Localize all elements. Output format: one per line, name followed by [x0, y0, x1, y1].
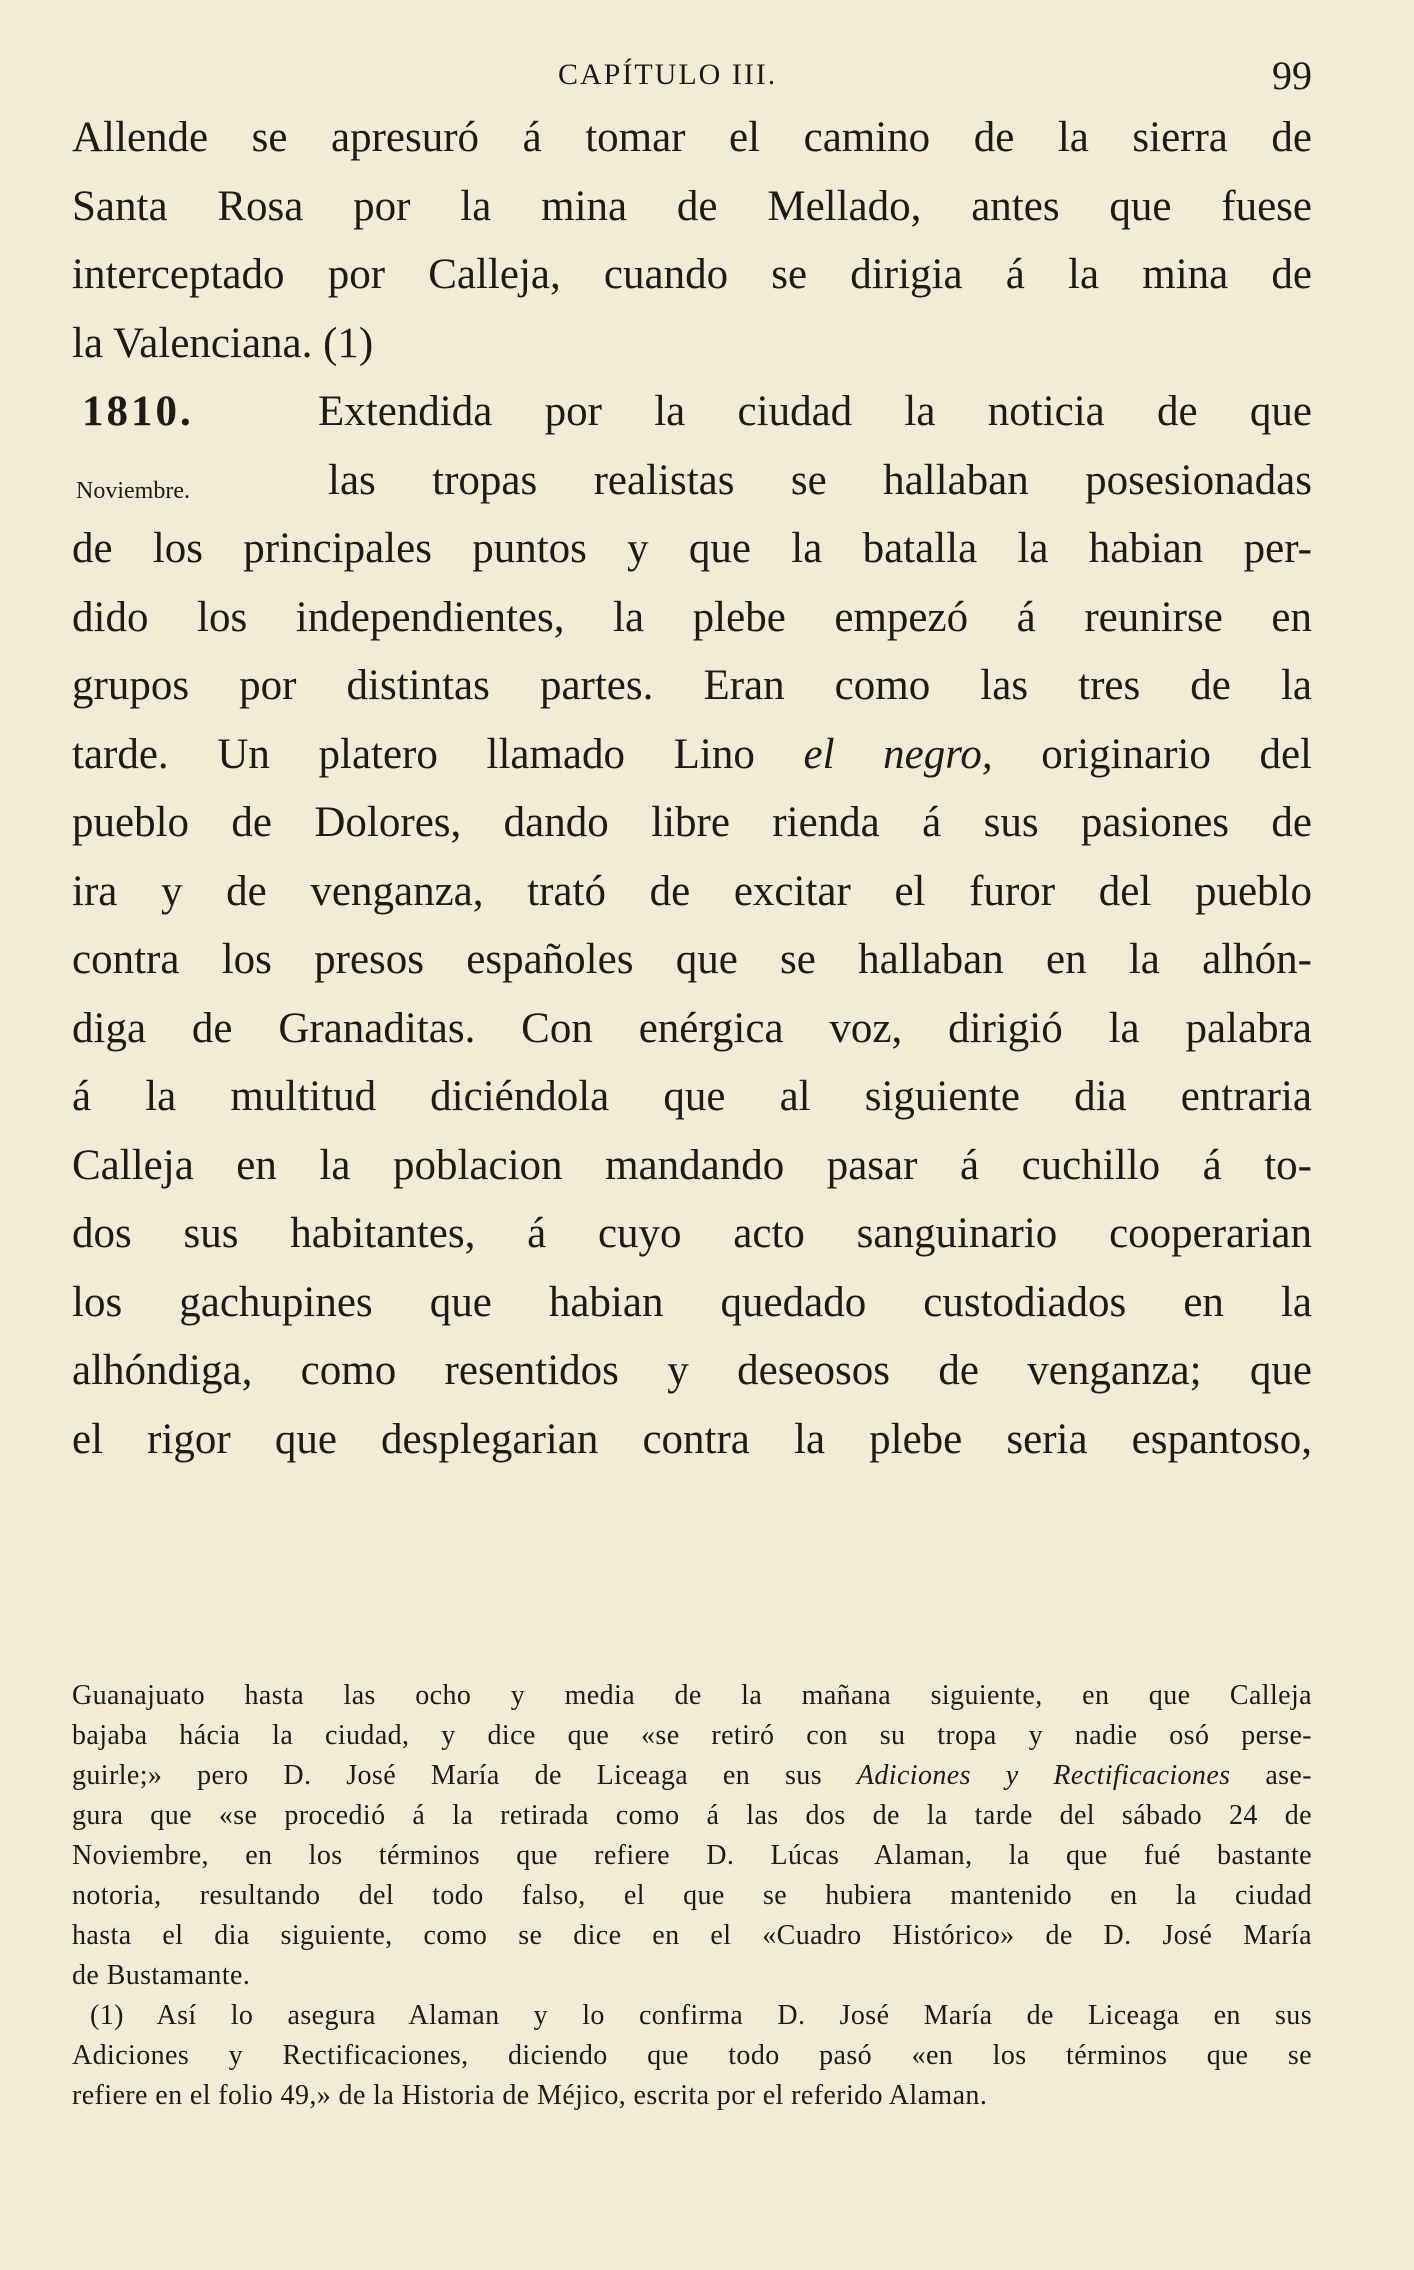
text-line: alhóndiga, como resentidos y deseosos de venganza; que	[72, 1347, 1312, 1394]
footnote-1	[72, 1996, 1312, 2116]
text-line: Allende se apresuró á tomar el camino de la sierra de	[72, 114, 1312, 161]
main-text	[72, 104, 1312, 1474]
text-line: grupos por distintas partes. Eran como las tres de la	[72, 662, 1312, 709]
text-line: Calleja en la poblacion mandando pasar á cuchillo á to-	[72, 1141, 1312, 1189]
text-line: los gachupines que habian quedado custodiados en la	[72, 1278, 1312, 1326]
text-line: ira y de venganza, trató de excitar el furor del pueblo	[72, 867, 1312, 915]
italic-phrase: el negro,	[803, 730, 993, 778]
footnote-continuation	[72, 1676, 1312, 1996]
footnote-line: Guanajuato hasta las ocho y media de la mañana siguiente, en que Calleja	[72, 1680, 1312, 1711]
footnote-line: (1) Así lo asegura Alaman y lo confirma D. José María de Liceaga en sus	[90, 2000, 1312, 2031]
text-line: diga de Granaditas. Con enérgica voz, dirigió la palabra	[72, 1004, 1312, 1052]
text-segment: tarde. Un platero llamado Lino	[72, 730, 755, 778]
text-line-content: Extendida por la ciudad la noticia de que	[318, 388, 1312, 435]
text-line	[72, 721, 1312, 790]
chapter-title: CAPÍTULO III.	[558, 58, 778, 91]
footnote-line: Noviembre, en los términos que refiere D. Lúcas Alaman, la que fué bastante	[72, 1840, 1312, 1871]
text-segment: originario del	[1041, 730, 1313, 778]
paragraph-2	[72, 378, 1312, 1474]
footnote-line: notoria, resultando del todo falso, el que se hubiera mantenido en la ciudad	[72, 1880, 1312, 1911]
text-segment: guirle;» pero D. José María de Liceaga en sus	[72, 1760, 822, 1791]
text-segment: ase-	[1265, 1760, 1312, 1791]
footnote-line: refiere en el folio 49,» de la Historia de Méjico, escrita por el referido Alaman.	[72, 2080, 988, 2111]
footnote-line: bajaba hácia la ciudad, y dice que «se retiró con su tropa y nadie osó perse-	[72, 1720, 1312, 1751]
margin-year: 1810.	[82, 388, 194, 435]
footnote-line: hasta el dia siguiente, como se dice en el «Cuadro Histórico» de D. José María	[72, 1920, 1312, 1951]
footnotes	[72, 1676, 1312, 2116]
text-line: á la multitud diciéndola que al siguiente dia entraria	[72, 1073, 1312, 1120]
text-line: dos sus habitantes, á cuyo acto sanguinario cooperarian	[72, 1210, 1312, 1257]
text-line-content: las tropas realistas se hallaban posesionadas	[328, 456, 1312, 504]
footnote-line: Adiciones y Rectificaciones, diciendo que todo pasó «en los términos que se	[72, 2040, 1312, 2071]
footnote-line: gura que «se procedió á la retirada como á las dos de la tarde del sábado 24 de	[72, 1800, 1312, 1831]
text-line: el rigor que desplegarian contra la plebe seria espantoso,	[72, 1415, 1312, 1463]
text-line: pueblo de Dolores, dando libre rienda á sus pasiones de	[72, 799, 1312, 846]
footnote-line: de Bustamante.	[72, 1960, 251, 1991]
page-header	[72, 52, 1312, 102]
italic-title: Adiciones y Rectificaciones	[856, 1760, 1231, 1791]
text-line: dido los independientes, la plebe empezó á reunirse en	[72, 593, 1312, 641]
text-line: la Valenciana. (1)	[72, 319, 374, 367]
page-number: 99	[1272, 53, 1312, 98]
paragraph-1	[72, 104, 1312, 378]
text-line	[72, 447, 1312, 516]
text-line: Santa Rosa por la mina de Mellado, antes que fuese	[72, 182, 1312, 230]
text-line: de los principales puntos y que la batalla la habian per-	[72, 525, 1312, 572]
text-line	[72, 378, 1312, 447]
footnote-line	[72, 1756, 1312, 1796]
text-line: interceptado por Calleja, cuando se dirigia á la mina de	[72, 251, 1312, 298]
margin-month: Noviembre.	[76, 477, 190, 504]
text-line: contra los presos españoles que se hallaban en la alhón-	[72, 936, 1312, 983]
